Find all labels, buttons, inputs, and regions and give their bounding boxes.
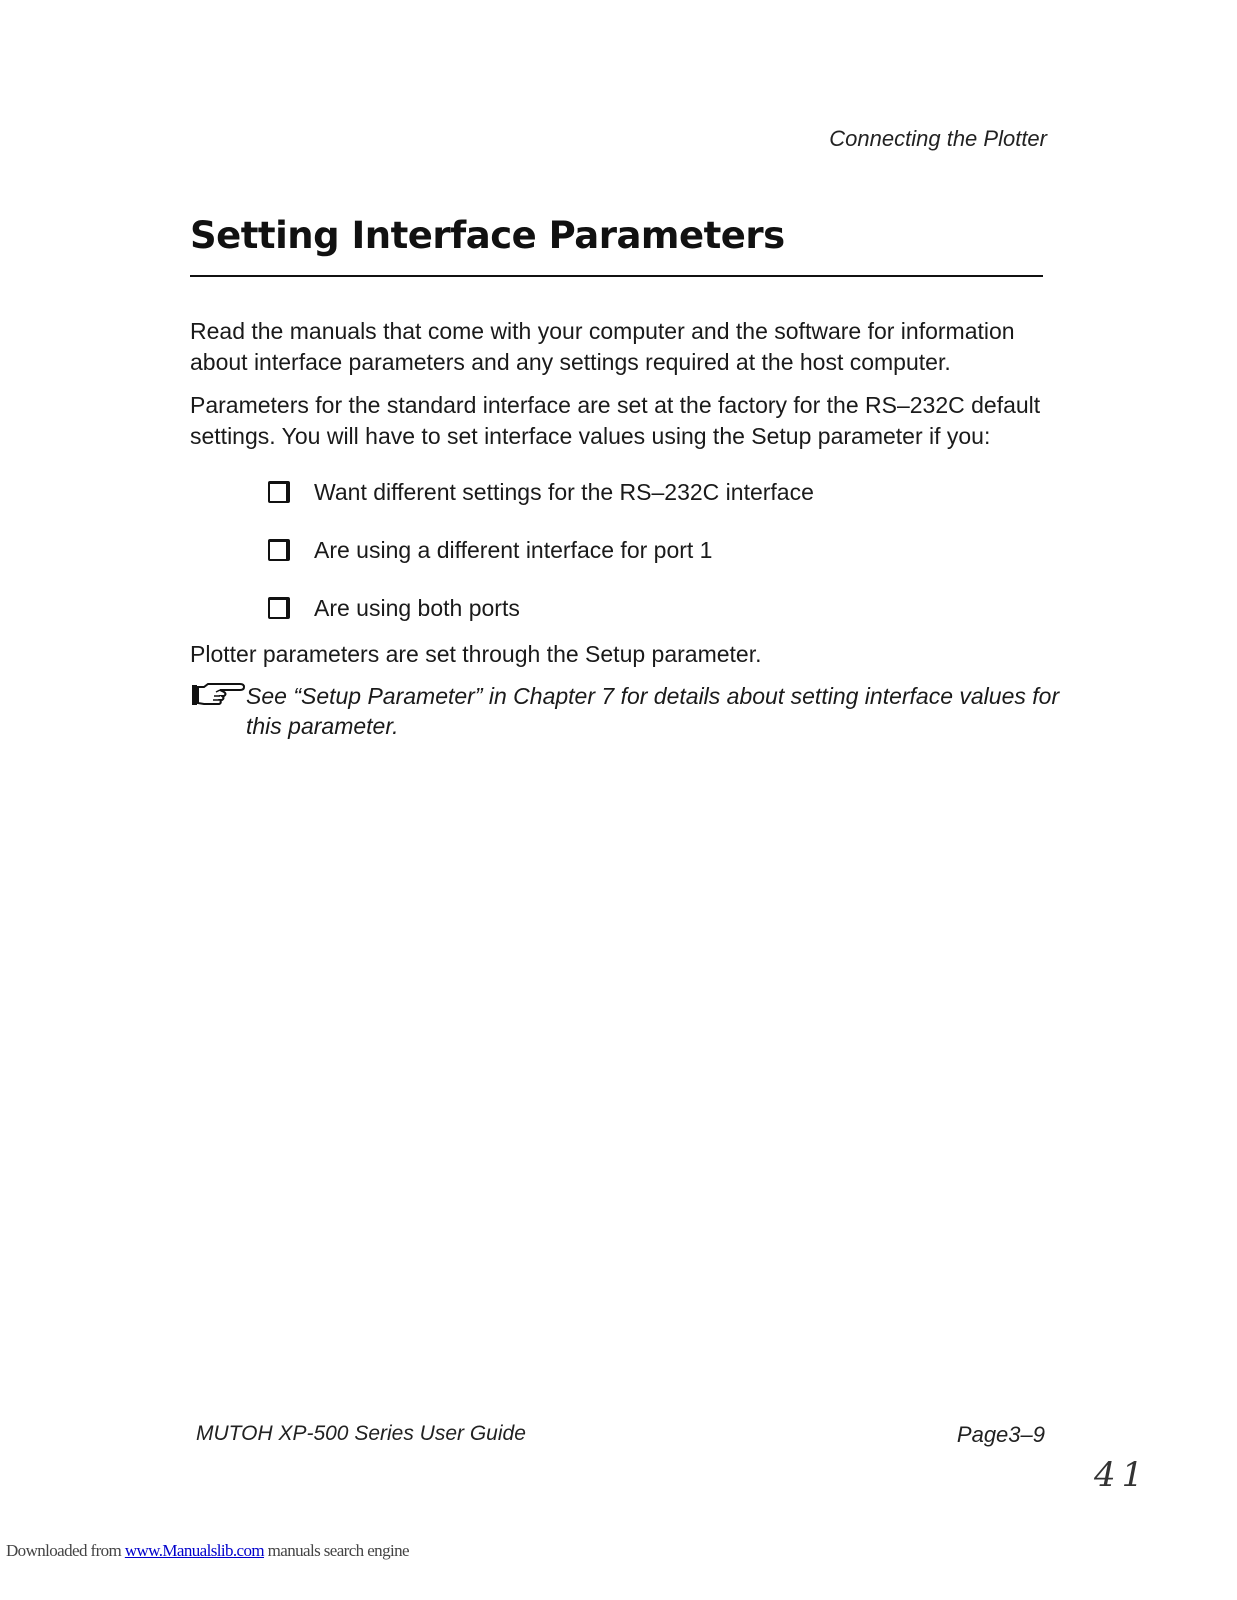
note-text: See “Setup Parameter” in Chapter 7 for details about setting interface values for this parameter. xyxy=(246,683,1060,739)
footer-page-number: Page3–9 xyxy=(956,1422,1045,1447)
parameters-paragraph: Parameters for the standard interface are set at the factory for the RS–232C default settings. You will have to set interface values using the Setup parameter if you: xyxy=(190,392,1041,449)
checkbox-icon xyxy=(268,597,290,619)
download-banner xyxy=(6,1541,409,1561)
checkbox-icon xyxy=(268,539,290,561)
list-item-text: Are using a different interface for port 1 xyxy=(314,536,713,563)
page-title: Setting Interface Parameters xyxy=(190,214,785,257)
handwritten-page-mark: 41 xyxy=(1094,1455,1150,1495)
title-underline xyxy=(190,275,1043,277)
cross-reference-note xyxy=(190,681,1060,741)
list-item xyxy=(268,475,814,509)
manualslib-link[interactable]: www.Manualslib.com xyxy=(124,1541,265,1560)
checkbox-icon xyxy=(268,481,290,503)
list-item xyxy=(268,591,520,625)
running-head: Connecting the Plotter xyxy=(829,126,1047,151)
download-prefix: Downloaded from xyxy=(6,1541,125,1560)
setup-paragraph: Plotter parameters are set through the Setup parameter. xyxy=(190,641,762,667)
list-item xyxy=(268,533,712,567)
pointing-hand-icon xyxy=(190,681,246,711)
list-item-text: Want different settings for the RS–232C interface xyxy=(314,478,814,505)
intro-paragraph: Read the manuals that come with your computer and the software for information about interface parameters and any settings required at the host computer. xyxy=(190,318,1015,375)
footer-guide-title: MUTOH XP-500 Series User Guide xyxy=(196,1422,526,1445)
list-item-text: Are using both ports xyxy=(314,594,520,621)
download-suffix: manuals search engine xyxy=(264,1541,409,1560)
